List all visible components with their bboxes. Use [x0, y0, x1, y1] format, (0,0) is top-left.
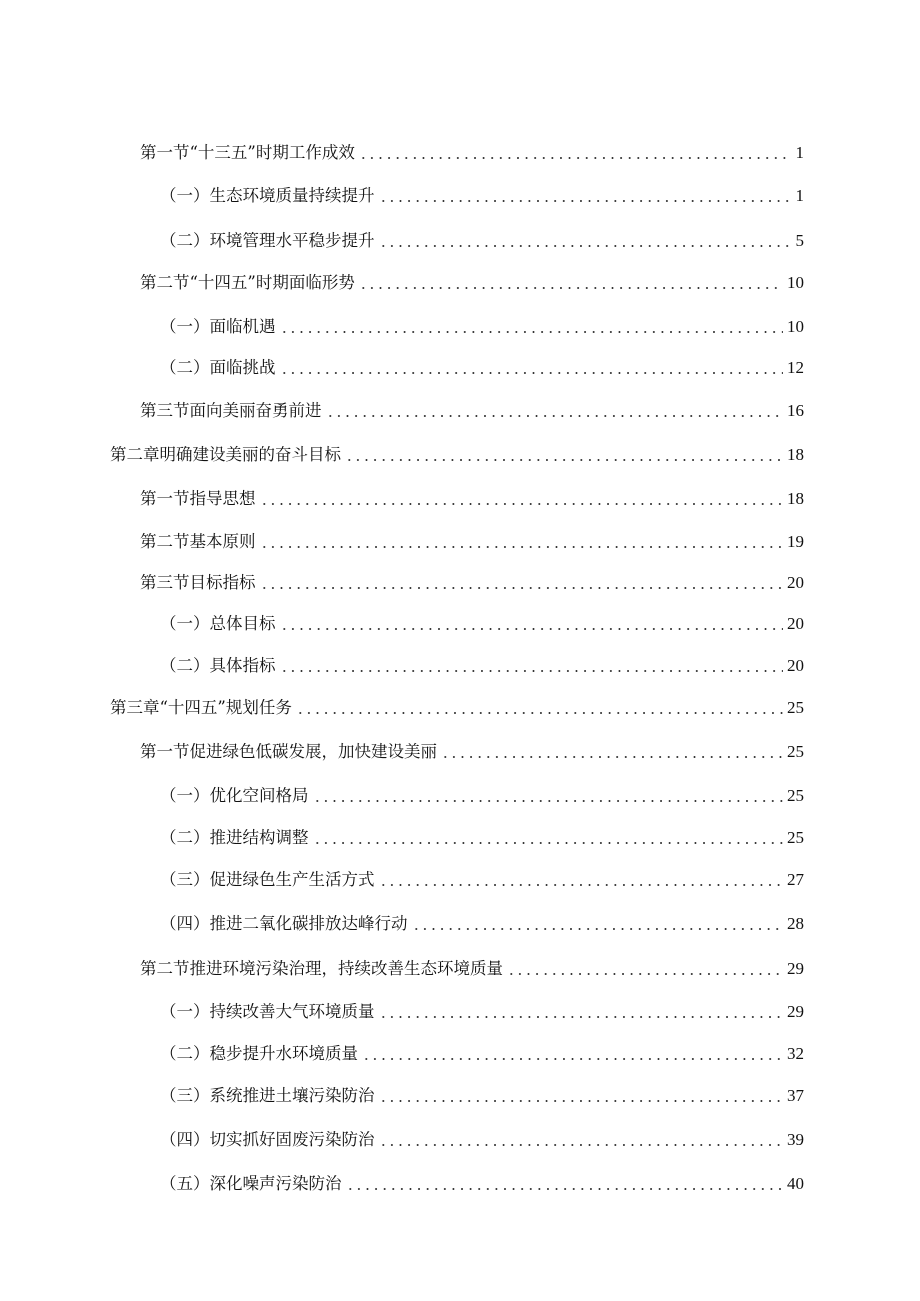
toc-entry[interactable] [160, 1164, 804, 1194]
dot-leader [260, 587, 784, 589]
toc-entry-page: 20 [787, 573, 804, 592]
toc-entry-title: （三）系统推进土壤污染防治 [160, 1086, 375, 1105]
toc-entry-page: 16 [787, 401, 804, 420]
toc-entry-title: 第二节基本原则 [140, 532, 256, 551]
dot-leader [280, 331, 784, 333]
toc-entry-page: 1 [795, 143, 804, 162]
toc-entry-page: 5 [795, 231, 804, 250]
toc-entry-title: （四）推进二氧化碳排放达峰行动 [160, 914, 408, 933]
toc-entry-title: （一）持续改善大气环境质量 [160, 1002, 375, 1021]
toc-entry-page: 10 [787, 273, 804, 292]
toc-entry[interactable] [160, 992, 804, 1022]
dot-leader [379, 245, 792, 247]
dot-leader [346, 1188, 784, 1190]
toc-entry-title: （二）面临挑战 [160, 358, 276, 377]
dot-leader [441, 756, 783, 758]
toc-entry[interactable] [110, 435, 804, 465]
toc-entry[interactable] [140, 732, 804, 762]
toc-entry[interactable] [160, 1076, 804, 1106]
toc-entry[interactable] [160, 176, 804, 206]
toc-entry-page: 37 [787, 1086, 804, 1105]
dot-leader [379, 1100, 784, 1102]
dot-leader [280, 372, 784, 374]
toc-entry-title: 第一节“十三五”时期工作成效 [140, 143, 355, 162]
dot-leader [362, 1058, 783, 1060]
toc-entry-title: （一）生态环境质量持续提升 [160, 186, 375, 205]
toc-entry-title: 第一节指导思想 [140, 489, 256, 508]
toc-entry-title: （二）推进结构调整 [160, 828, 309, 847]
dot-leader [345, 459, 783, 461]
toc-entry[interactable] [160, 221, 804, 251]
toc-entry-page: 25 [787, 786, 804, 805]
toc-entry-title: 第三节面向美丽奋勇前进 [140, 401, 322, 420]
toc-entry[interactable] [140, 522, 804, 552]
toc-entry-title: （二）稳步提升水环境质量 [160, 1044, 358, 1063]
toc-entry-title: （四）切实抓好固废污染防治 [160, 1130, 375, 1149]
toc-entry-title: （一）总体目标 [160, 614, 276, 633]
toc-entry[interactable] [160, 776, 804, 806]
dot-leader [260, 503, 784, 505]
toc-entry-title: （一）面临机遇 [160, 317, 276, 336]
toc-entry-page: 18 [787, 445, 804, 464]
toc-entry[interactable] [110, 688, 804, 718]
toc-entry[interactable] [140, 949, 804, 979]
toc-entry[interactable] [160, 348, 804, 378]
dot-leader [507, 973, 783, 975]
toc-entry[interactable] [140, 391, 804, 421]
dot-leader [296, 712, 783, 714]
dot-leader [359, 157, 792, 159]
toc-entry-page: 28 [787, 914, 804, 933]
toc-entry-title: 第二节“十四五”时期面临形势 [140, 273, 355, 292]
dot-leader [379, 1016, 784, 1018]
toc-entry-title: （二）具体指标 [160, 656, 276, 675]
toc-entry-page: 25 [787, 698, 804, 717]
toc-entry-page: 39 [787, 1130, 804, 1149]
toc-entry-title: （一）优化空间格局 [160, 786, 309, 805]
dot-leader [379, 200, 792, 202]
toc-entry-page: 12 [787, 358, 804, 377]
toc-entry[interactable] [140, 479, 804, 509]
dot-leader [313, 842, 784, 844]
toc-entry[interactable] [160, 1120, 804, 1150]
toc-entry-title: 第二节推进环境污染治理，持续改善生态环境质量 [140, 959, 503, 978]
dot-leader [326, 415, 784, 417]
dot-leader [412, 928, 784, 930]
dot-leader [280, 670, 784, 672]
toc-entry-page: 29 [787, 1002, 804, 1021]
toc-entry[interactable] [160, 904, 804, 934]
toc-entry-page: 18 [787, 489, 804, 508]
dot-leader [379, 1144, 784, 1146]
toc-entry[interactable] [140, 563, 804, 593]
toc-entry-page: 40 [787, 1174, 804, 1193]
toc-entry-page: 10 [787, 317, 804, 336]
toc-entry-page: 32 [787, 1044, 804, 1063]
toc-entry[interactable] [160, 604, 804, 634]
toc-entry-page: 1 [795, 186, 804, 205]
toc-entry-page: 27 [787, 870, 804, 889]
toc-entry-title: （三）促进绿色生产生活方式 [160, 870, 375, 889]
dot-leader [379, 884, 784, 886]
toc-entry[interactable] [140, 263, 804, 293]
toc-entry-page: 20 [787, 614, 804, 633]
dot-leader [260, 546, 784, 548]
toc-entry[interactable] [160, 818, 804, 848]
toc-entry[interactable] [140, 133, 804, 163]
toc-entry[interactable] [160, 860, 804, 890]
dot-leader [359, 287, 783, 289]
toc-entry-title: 第三章“十四五”规划任务 [110, 698, 292, 717]
toc-entry-title: （二）环境管理水平稳步提升 [160, 231, 375, 250]
dot-leader [280, 628, 784, 630]
toc-entry[interactable] [160, 1034, 804, 1064]
toc-entry[interactable] [160, 646, 804, 676]
toc-entry-page: 25 [787, 828, 804, 847]
toc-entry[interactable] [160, 307, 804, 337]
toc-entry-title: 第一节促进绿色低碳发展，加快建设美丽 [140, 742, 437, 761]
toc-entry-title: 第二章明确建设美丽的奋斗目标 [110, 445, 341, 464]
toc-entry-page: 25 [787, 742, 804, 761]
toc-entry-page: 19 [787, 532, 804, 551]
dot-leader [313, 800, 784, 802]
toc-entry-page: 20 [787, 656, 804, 675]
toc-entry-title: 第三节目标指标 [140, 573, 256, 592]
toc-entry-page: 29 [787, 959, 804, 978]
toc-entry-title: （五）深化噪声污染防治 [160, 1174, 342, 1193]
